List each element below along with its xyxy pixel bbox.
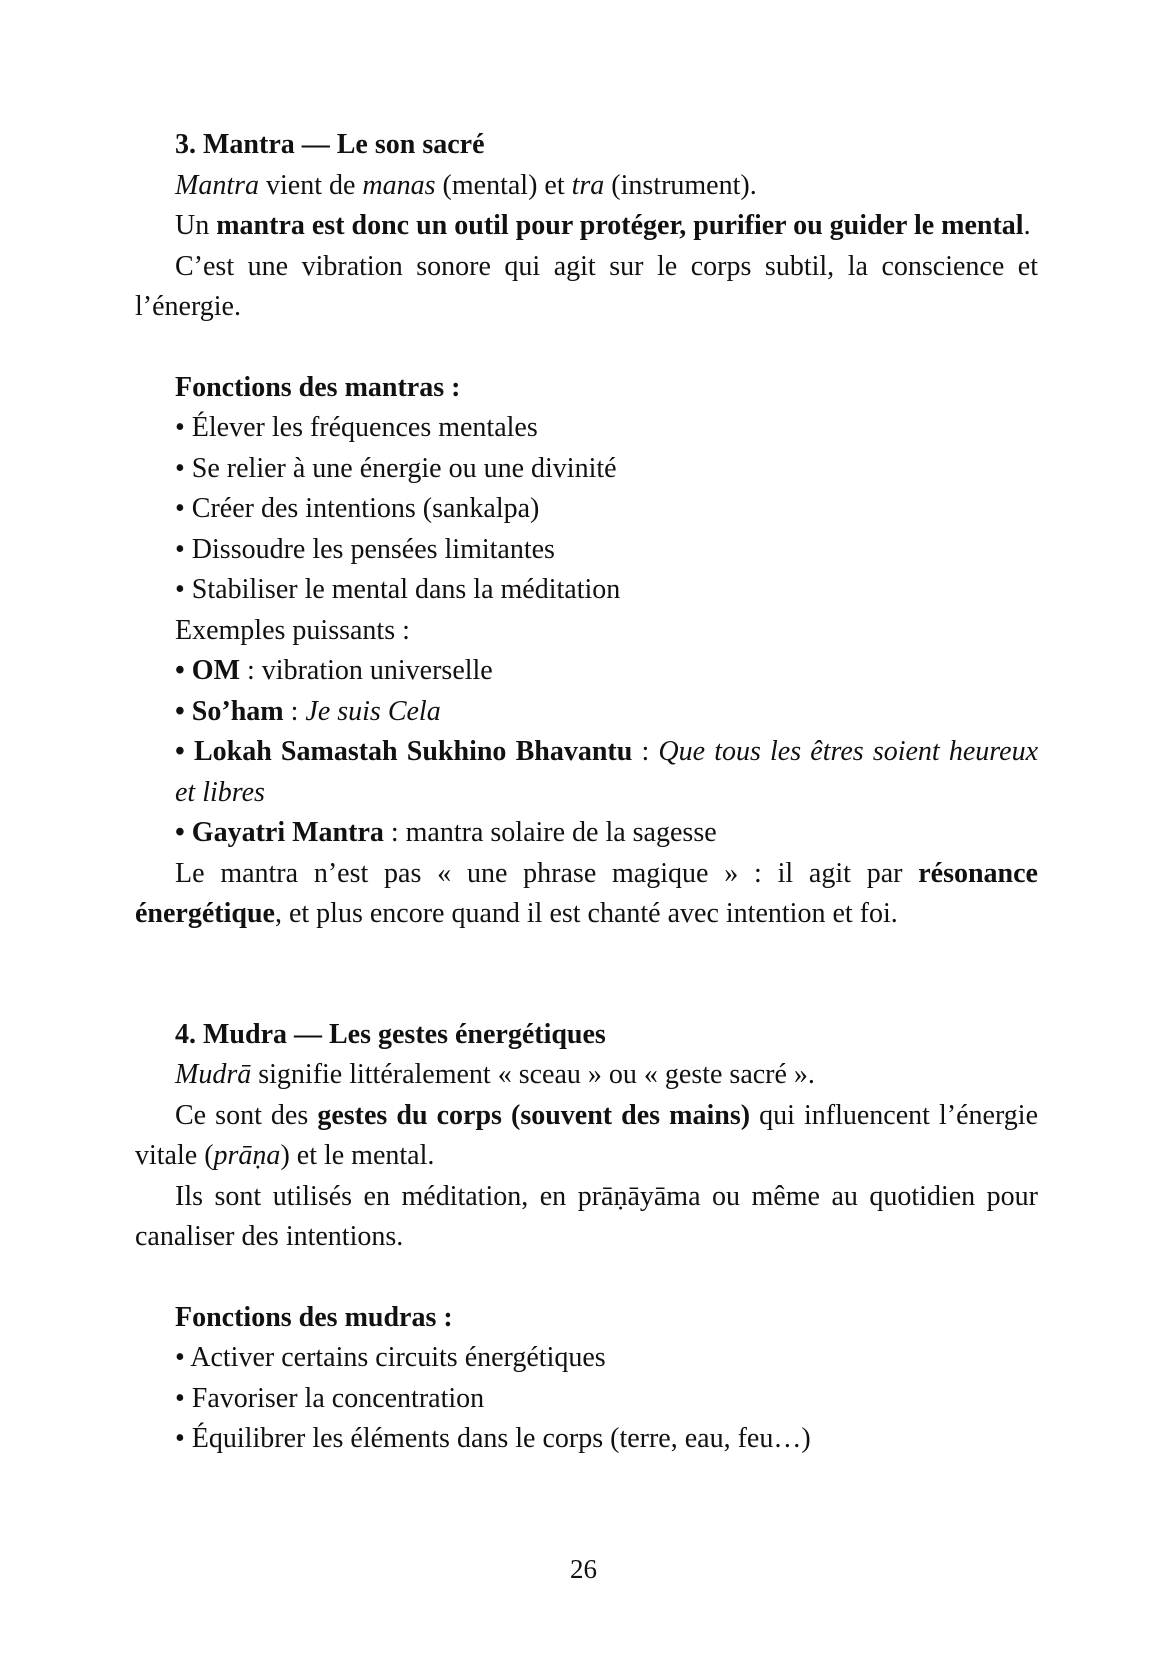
list-item: • Équilibrer les éléments dans le corps (terre, eau, feu…) xyxy=(175,1423,811,1454)
mantra-vibration: C’est une vibration sonore qui agit sur le corps subtil, la conscience et l’énergie. xyxy=(135,250,1038,322)
mantra-closing: Le mantra n’est pas « une phrase magique » : il agit par résonance énergétique, et plus encore quand il est chanté avec intention et foi. xyxy=(135,857,1038,929)
mudra-usage: Ils sont utilisés en méditation, en prāṇāyāma ou même au quotidien pour canaliser des intentions. xyxy=(135,1180,1038,1252)
list-item: • Créer des intentions (sankalpa) xyxy=(175,493,540,524)
mantra-definition: Un mantra est donc un outil pour protéger, purifier ou guider le mental. xyxy=(175,210,1031,241)
mantra-example: • Lokah Samastah Sukhino Bhavantu : Que tous les êtres soient heureux et libres xyxy=(175,736,1039,808)
section-4-title: 4. Mudra — Les gestes énergétiques xyxy=(175,1018,606,1050)
list-item: • Élever les fréquences mentales xyxy=(175,412,538,443)
mantra-example: • So’ham : Je suis Cela xyxy=(175,695,441,727)
mudra-meaning: Mudrā signifie littéralement « sceau » ou « geste sacré ». xyxy=(175,1059,815,1090)
mudra-gestures: Ce sont des gestes du corps (souvent des mains) qui influencent l’énergie vitale (prāṇa) et le mental. xyxy=(135,1099,1038,1171)
mantra-example: • OM : vibration universelle xyxy=(175,655,493,686)
mantra-etymology: Mantra vient de manas (mental) et tra (instrument). xyxy=(175,169,757,201)
page-number: 26 xyxy=(570,1554,597,1584)
list-item: • Dissoudre les pensées limitantes xyxy=(175,533,555,565)
mantra-example: • Gayatri Mantra : mantra solaire de la sagesse xyxy=(175,817,717,848)
list-item: • Stabiliser le mental dans la méditation xyxy=(175,574,621,605)
mantra-functions-title: Fonctions des mantras : xyxy=(175,371,461,403)
examples-title: Exemples puissants : xyxy=(175,614,410,646)
list-item: • Activer certains circuits énergétiques xyxy=(175,1342,606,1373)
section-3-title: 3. Mantra — Le son sacré xyxy=(175,129,485,160)
list-item: • Favoriser la concentration xyxy=(175,1382,485,1414)
mudra-functions-title: Fonctions des mudras : xyxy=(175,1301,453,1333)
list-item: • Se relier à une énergie ou une divinité xyxy=(175,452,617,484)
page-body xyxy=(135,125,1038,1460)
